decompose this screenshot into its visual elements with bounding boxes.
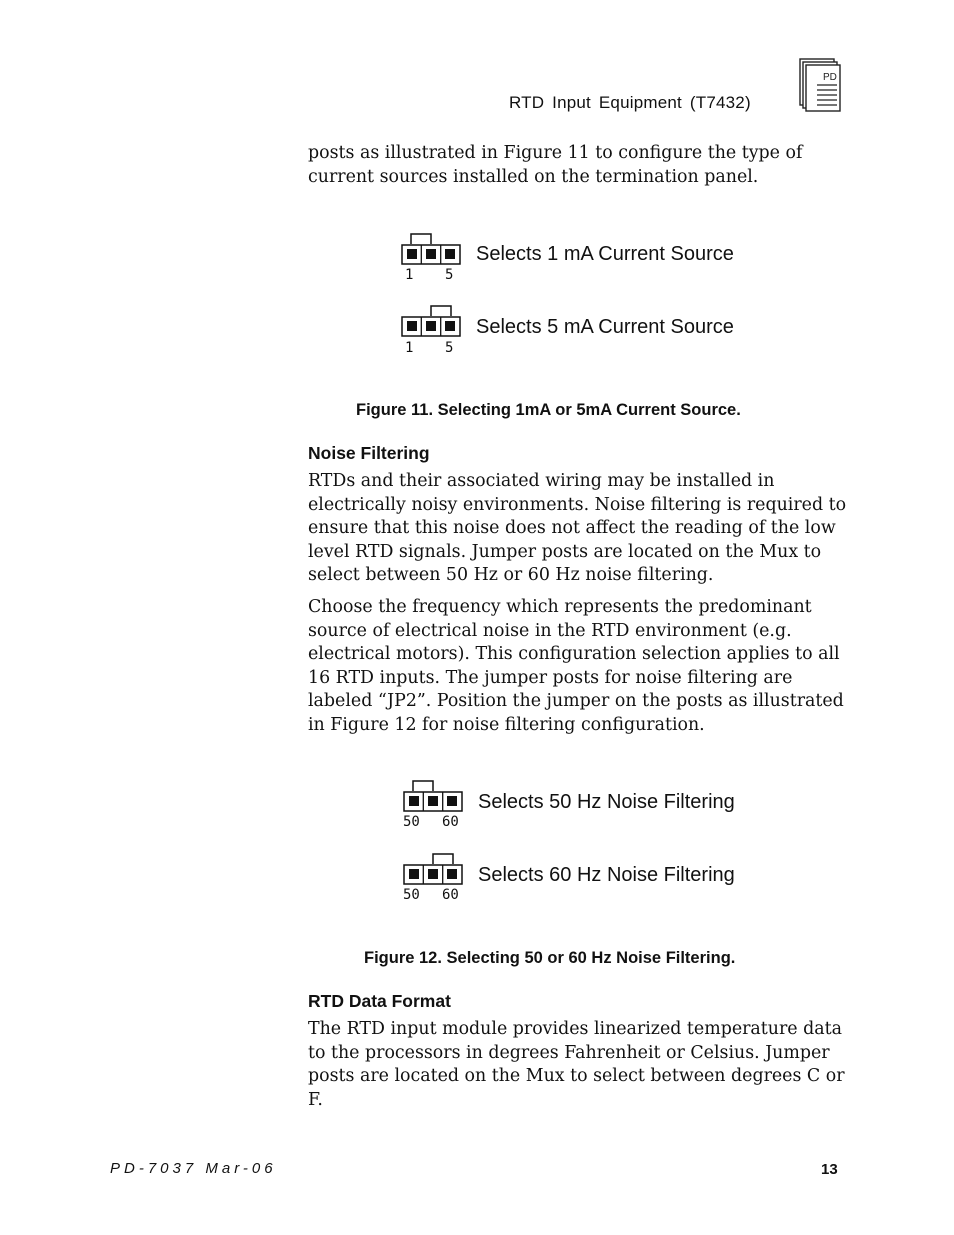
- option-label-1ma: Selects 1 mA Current Source: [476, 243, 734, 265]
- noise-filtering-paragraph-1: RTDs and their associated wiring may be installed in electrically noisy environments. Noise filtering is required to ensure that this noise does not affect the reading of the low level RTD signals. Jumper posts are located on the Mux to select between 50 Hz or 60 Hz noise filtering.: [308, 471, 847, 585]
- running-header-title: RTD Input Equipment (T7432): [509, 93, 751, 112]
- pin-label-left: 1: [405, 340, 414, 356]
- jumper-block-60hz: [402, 852, 464, 886]
- pin-label-right: 5: [445, 267, 454, 283]
- jumper-block-1ma: [400, 232, 462, 266]
- pd-document-stack-icon: [799, 58, 841, 112]
- figure-11-caption: Figure 11. Selecting 1mA or 5mA Current Source.: [356, 401, 741, 419]
- pin-label-right: 60: [442, 814, 459, 830]
- pin-label-left: 50: [403, 887, 420, 903]
- noise-filtering-paragraph-2: Choose the frequency which represents the predominant source of electrical noise in the RTD environment (e.g. electrical motors). This configuration selection applies to all 16 RTD inputs. The jumper posts for noise filtering are labeled “JP2”. Position the jumper on the posts as illustrated in Figure 12 for noise filtering configuration.: [308, 597, 844, 735]
- intro-paragraph: posts as illustrated in Figure 11 to configure the type of current sources installed on the termination panel.: [308, 143, 803, 187]
- rtd-data-format-paragraph: The RTD input module provides linearized temperature data to the processors in degrees Fahrenheit or Celsius. Jumper posts are located on the Mux to select between degrees C or F.: [308, 1019, 845, 1110]
- option-label-50hz: Selects 50 Hz Noise Filtering: [478, 791, 735, 813]
- option-label-60hz: Selects 60 Hz Noise Filtering: [478, 864, 735, 886]
- pin-label-right: 60: [442, 887, 459, 903]
- jumper-block-50hz: [402, 779, 464, 813]
- option-label-5ma: Selects 5 mA Current Source: [476, 316, 734, 338]
- pin-label-left: 1: [405, 267, 414, 283]
- pin-label-left: 50: [403, 814, 420, 830]
- section-heading-rtd-data-format: RTD Data Format: [308, 991, 451, 1011]
- pin-label-right: 5: [445, 340, 454, 356]
- figure-12-caption: Figure 12. Selecting 50 or 60 Hz Noise Filtering.: [364, 949, 736, 967]
- logo-text: PD: [823, 72, 837, 83]
- footer-document-id: PD-7037 Mar-06: [110, 1160, 277, 1177]
- section-heading-noise-filtering: Noise Filtering: [308, 443, 430, 463]
- page-number: 13: [821, 1161, 838, 1178]
- jumper-block-5ma: [400, 304, 462, 338]
